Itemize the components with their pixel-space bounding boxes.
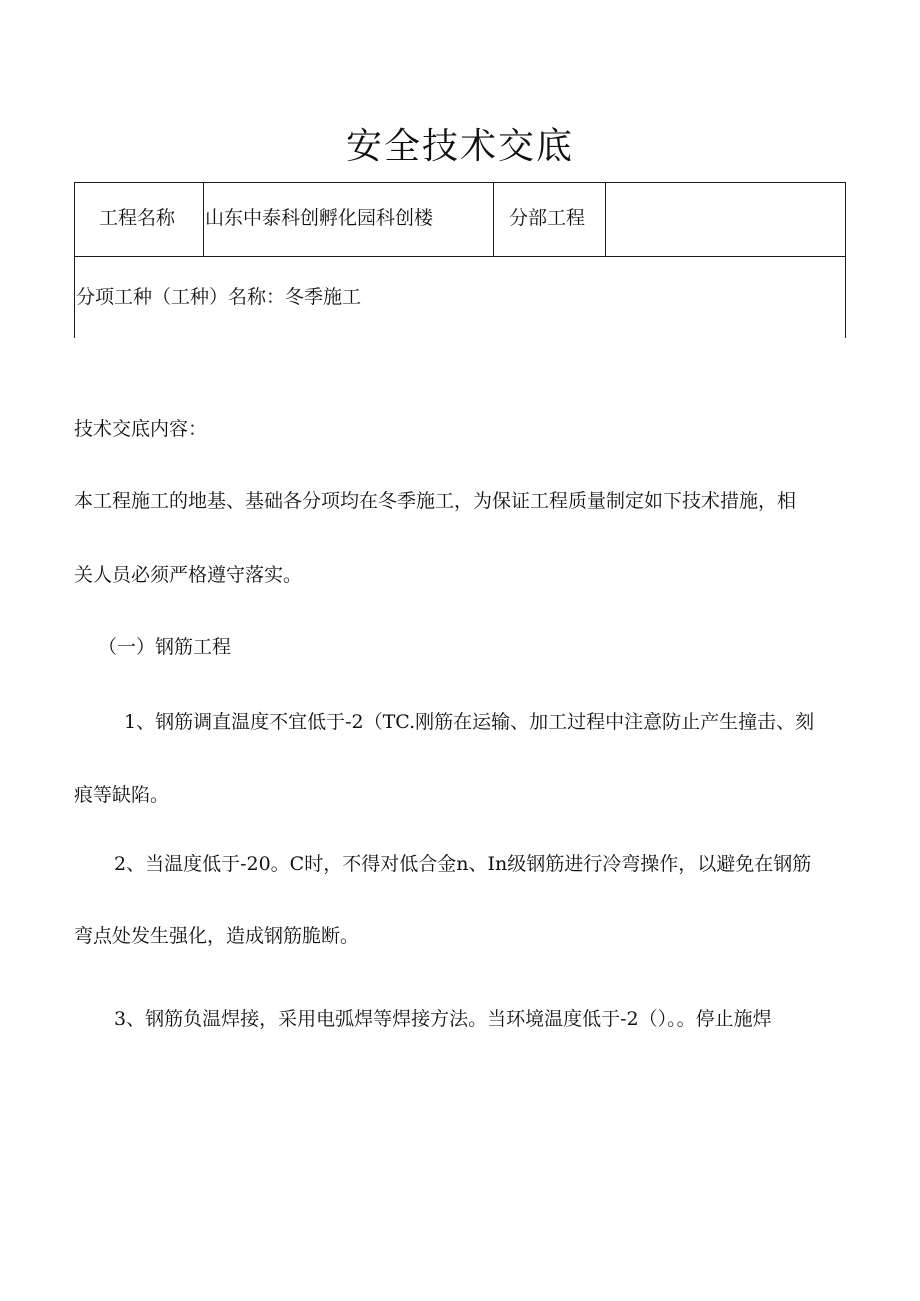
intro-line-2: 关人员必须严格遵守落实。 <box>74 564 303 586</box>
document-title: 安全技术交底 <box>345 126 574 167</box>
project-info-table <box>74 182 846 338</box>
item-1-line-2: 痕等缺陷。 <box>74 784 170 806</box>
table-top-border <box>74 182 846 183</box>
project-name-value: 山东中泰科创孵化园科创楼 <box>205 207 434 229</box>
table-col-divider-2 <box>493 182 494 256</box>
division-label: 分部工程 <box>509 207 586 229</box>
table-row-divider <box>74 256 846 257</box>
item-2-line-1: 2、当温度低于-20。C时，不得对低合金n、In级钢筋进行冷弯操作，以避免在钢筋 <box>114 853 812 875</box>
table-col-divider-1 <box>203 182 204 256</box>
intro-line-1: 本工程施工的地基、基础各分项均在冬季施工，为保证工程质量制定如下技术措施，相 <box>74 490 797 512</box>
item-2-line-2: 弯点处发生强化，造成钢筋脆断。 <box>74 925 360 947</box>
item-1-line-1: 1、钢筋调直温度不宜低于-2（TC.刚筋在运输、加工过程中注意防止产生撞击、刻 <box>124 711 815 733</box>
table-col-divider-3 <box>605 182 606 256</box>
table-right-border <box>845 182 846 338</box>
table-left-border <box>74 182 75 338</box>
item-3-line-1: 3、钢筋负温焊接，采用电弧焊等焊接方法。当环境温度低于-2（）。。停止施焊 <box>114 1008 772 1030</box>
section-title-rebar: （一）钢筋工程 <box>98 636 232 658</box>
project-name-label: 工程名称 <box>99 207 176 229</box>
content-heading: 技术交底内容： <box>74 418 208 440</box>
subitem-name-line: 分项工种（工种）名称：冬季施工 <box>76 286 362 308</box>
